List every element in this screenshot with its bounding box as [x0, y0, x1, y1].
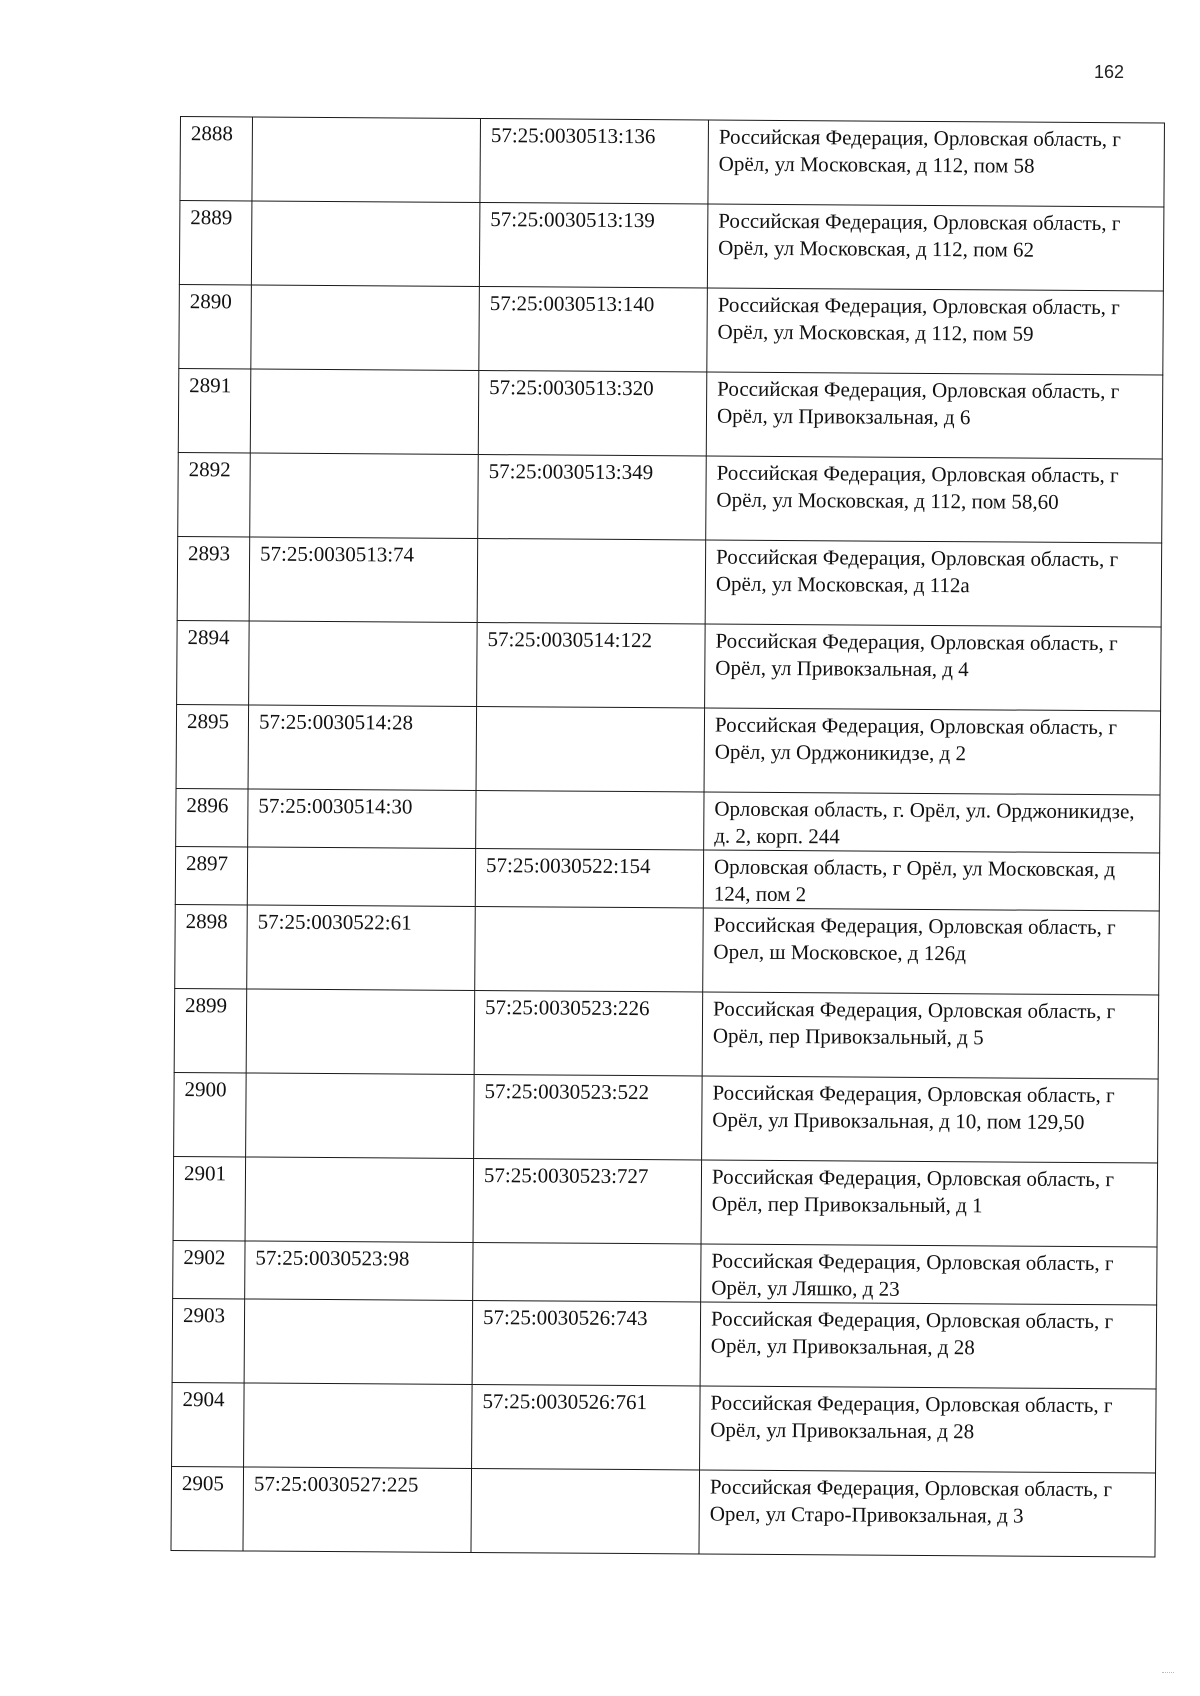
table-row [178, 368, 1163, 459]
land-cadastral-number: 57:25:0030522:61 [247, 905, 476, 991]
object-address: Орловская область, г Орёл, ул Московская, д 124, пом 2 [703, 850, 1159, 911]
land-cadastral-number [245, 1157, 474, 1243]
building-cadastral-number [471, 1468, 700, 1554]
table-row [173, 1156, 1158, 1247]
building-cadastral-number: 57:25:0030513:136 [480, 118, 709, 204]
building-cadastral-number: 57:25:0030513:140 [479, 286, 708, 372]
table-row [173, 1240, 1157, 1305]
land-cadastral-number [250, 369, 479, 455]
row-number: 2898 [175, 904, 248, 988]
row-number: 2888 [180, 117, 253, 201]
land-cadastral-number [251, 285, 480, 371]
row-number: 2893 [177, 536, 250, 620]
building-cadastral-number: 57:25:0030526:743 [472, 1300, 701, 1386]
object-address: Российская Федерация, Орловская область, г Орёл, ул Привокзальная, д 28 [700, 1386, 1157, 1473]
table-row [177, 620, 1162, 711]
table-row [172, 1382, 1157, 1473]
land-cadastral-number: 57:25:0030513:74 [249, 537, 478, 623]
row-number: 2900 [174, 1072, 247, 1156]
object-address: Орловская область, г. Орёл, ул. Орджоникидзе, д. 2, корп. 244 [704, 792, 1160, 853]
land-cadastral-number [246, 989, 475, 1075]
table-row [180, 117, 1165, 208]
table-row [171, 1466, 1156, 1557]
row-number: 2891 [178, 368, 251, 452]
table-row [176, 788, 1160, 853]
object-address: Российская Федерация, Орловская область, г Орёл, ул Ляшко, д 23 [701, 1244, 1157, 1305]
table-row [179, 201, 1164, 292]
land-cadastral-number [244, 1299, 473, 1385]
row-number: 2901 [173, 1156, 246, 1240]
object-address: Российская Федерация, Орловская область, г Орёл, пер Привокзальный, д 5 [702, 992, 1159, 1079]
row-number: 2899 [174, 988, 247, 1072]
building-cadastral-number [473, 1242, 701, 1302]
building-cadastral-number: 57:25:0030523:727 [473, 1158, 702, 1244]
row-number: 2895 [176, 704, 249, 788]
building-cadastral-number: 57:25:0030523:522 [474, 1074, 703, 1160]
land-cadastral-number [247, 847, 475, 907]
land-cadastral-number [252, 117, 481, 203]
object-address: Российская Федерация, Орловская область, г Орёл, ул Московская, д 112а [705, 540, 1162, 627]
land-cadastral-number: 57:25:0030523:98 [245, 1241, 473, 1301]
row-number: 2905 [171, 1466, 244, 1550]
object-address: Российская Федерация, Орловская область, г Орёл, ул Московская, д 112, пом 58,60 [706, 456, 1163, 543]
row-number: 2904 [172, 1382, 245, 1466]
object-address: Российская Федерация, Орловская область, г Орёл, ул Привокзальная, д 10, пом 129,50 [702, 1076, 1159, 1163]
land-cadastral-number: 57:25:0030527:225 [243, 1467, 472, 1553]
object-address: Российская Федерация, Орловская область, г Орёл, ул Московская, д 112, пом 59 [707, 288, 1164, 375]
object-address: Российская Федерация, Орловская область, г Орёл, ул Московская, д 112, пом 58 [708, 120, 1165, 207]
table-row [174, 1072, 1159, 1163]
building-cadastral-number: 57:25:0030513:139 [479, 202, 708, 288]
land-cadastral-number [246, 1073, 475, 1159]
table-row [175, 904, 1160, 995]
building-cadastral-number: 57:25:0030513:349 [478, 454, 707, 540]
building-cadastral-number [475, 906, 704, 992]
building-cadastral-number [476, 706, 705, 792]
row-number: 2902 [173, 1240, 245, 1298]
object-address: Российская Федерация, Орловская область, г Орел, ш Московское, д 126д [703, 908, 1160, 995]
scan-speck [1162, 1672, 1174, 1675]
row-number: 2890 [179, 284, 252, 368]
row-number: 2903 [172, 1298, 245, 1382]
object-address: Российская Федерация, Орловская область, г Орёл, ул Привокзальная, д 28 [700, 1302, 1157, 1389]
building-cadastral-number [477, 538, 706, 624]
land-cadastral-number [251, 201, 480, 287]
table-row [175, 846, 1159, 911]
object-address: Российская Федерация, Орловская область, г Орёл, ул Привокзальная, д 6 [706, 372, 1163, 459]
table-row [178, 452, 1163, 543]
cadastral-registry-table [170, 116, 1164, 1558]
building-cadastral-number: 57:25:0030523:226 [474, 990, 703, 1076]
table-row [179, 284, 1164, 375]
row-number: 2892 [178, 452, 251, 536]
table-row [172, 1298, 1157, 1389]
table-row [176, 704, 1161, 795]
object-address: Российская Федерация, Орловская область, г Орёл, ул Московская, д 112, пом 62 [707, 204, 1164, 291]
land-cadastral-number: 57:25:0030514:28 [248, 705, 477, 791]
object-address: Российская Федерация, Орловская область, г Орёл, ул Орджоникидзе, д 2 [704, 708, 1161, 795]
object-address: Российская Федерация, Орловская область, г Орел, ул Старо-Привокзальная, д 3 [699, 1470, 1156, 1557]
building-cadastral-number: 57:25:0030526:761 [472, 1384, 701, 1470]
row-number: 2894 [177, 620, 250, 704]
table-row [177, 536, 1162, 627]
land-cadastral-number [244, 1383, 473, 1469]
building-cadastral-number: 57:25:0030514:122 [477, 622, 706, 708]
building-cadastral-number: 57:25:0030513:320 [478, 370, 707, 456]
object-address: Российская Федерация, Орловская область, г Орёл, ул Привокзальная, д 4 [705, 624, 1162, 711]
land-cadastral-number: 57:25:0030514:30 [248, 789, 476, 849]
table-row [174, 988, 1159, 1079]
object-address: Российская Федерация, Орловская область, г Орёл, пер Привокзальный, д 1 [701, 1160, 1158, 1247]
row-number: 2889 [179, 201, 252, 285]
row-number: 2897 [175, 846, 247, 904]
page-number: 162 [1094, 62, 1125, 82]
building-cadastral-number [476, 790, 704, 850]
land-cadastral-number [249, 621, 478, 707]
building-cadastral-number: 57:25:0030522:154 [475, 848, 703, 908]
row-number: 2896 [176, 788, 248, 846]
land-cadastral-number [250, 453, 479, 539]
